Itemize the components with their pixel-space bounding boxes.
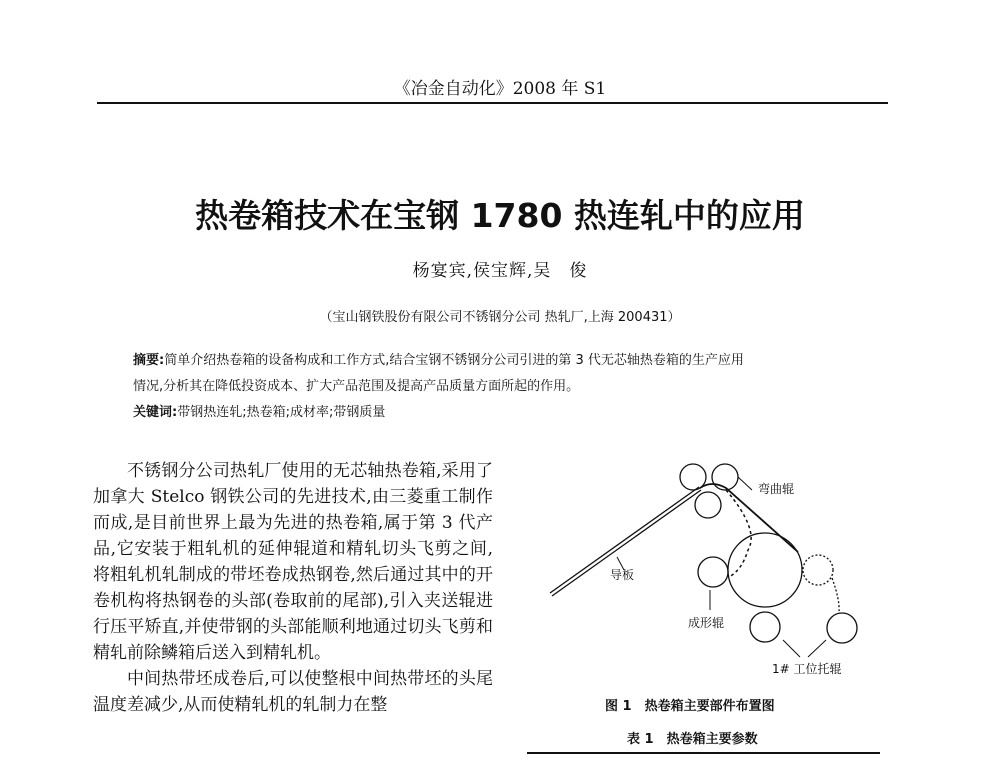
- affiliation: （宝山钢铁股份有限公司不锈钢分公司 热轧厂,上海 200431）: [319, 310, 681, 325]
- keywords: 带钢热连轧;热卷箱;成材率;带钢质量: [177, 405, 386, 420]
- strip-dashed: [726, 490, 751, 577]
- table-caption: 表 1 热卷箱主要参数: [627, 732, 758, 747]
- abstract-label: 摘要:: [133, 353, 165, 368]
- paragraph: 不锈钢分公司热轧厂使用的无芯轴热卷箱,采用了加拿大 Stelco 钢铁公司的先进技术,由三菱重工制作而成,是目前世界上最为先进的热卷箱,属于第 3 代产品,它安装于粗轧机的延伸辊道和精轧切头飞剪之间,将粗轧机轧制成的带坯卷成热钢卷,然后通过其中的开卷机构将热钢卷的头部(卷取前的尾部),引入夹送辊进行压平矫直,并使带钢的头部能顺利地通过切头飞剪和精轧前除鳞箱后送入到精轧机。: [93, 461, 493, 663]
- label-support-roll: 1# 工位托辊: [772, 662, 842, 676]
- bending-roll-right: [712, 464, 738, 490]
- forming-roll: [698, 557, 728, 587]
- authors: 杨宴宾,侯宝辉,吴 俊: [412, 261, 588, 281]
- label-bending-roll: 弯曲辊: [758, 482, 795, 496]
- abstract-line-2: 情况,分析其在降低投资成本、扩大产品范围及提高产品质量方面所起的作用。: [133, 379, 580, 394]
- paper-title: 热卷箱技术在宝钢 1780 热连轧中的应用: [195, 196, 805, 235]
- keywords-label: 关键词:: [133, 405, 178, 420]
- running-header: 《冶金自动化》2008 年 S1: [393, 79, 607, 99]
- coil-dashed-position: [803, 555, 833, 585]
- bending-roll-lower: [695, 492, 721, 518]
- figure-caption: 图 1 热卷箱主要部件布置图: [605, 699, 775, 714]
- support-roll-right: [827, 613, 857, 643]
- table-top-rule: [527, 752, 880, 754]
- paragraph: 中间热带坯成卷后,可以使整根中间热带坯的头尾温度差减少,从而使精轧机的轧制力在整: [93, 669, 493, 715]
- label-guide-plate: 导板: [610, 568, 635, 582]
- dashed-link: [832, 578, 839, 612]
- abstract-text-1: 简单介绍热卷箱的设备构成和工作方式,结合宝钢不锈钢分公司引进的第 3 代无芯轴热卷箱的生产应用: [164, 353, 744, 368]
- label-forming-roll: 成形辊: [688, 616, 725, 630]
- support-roll-left: [750, 612, 780, 642]
- coil: [728, 533, 802, 607]
